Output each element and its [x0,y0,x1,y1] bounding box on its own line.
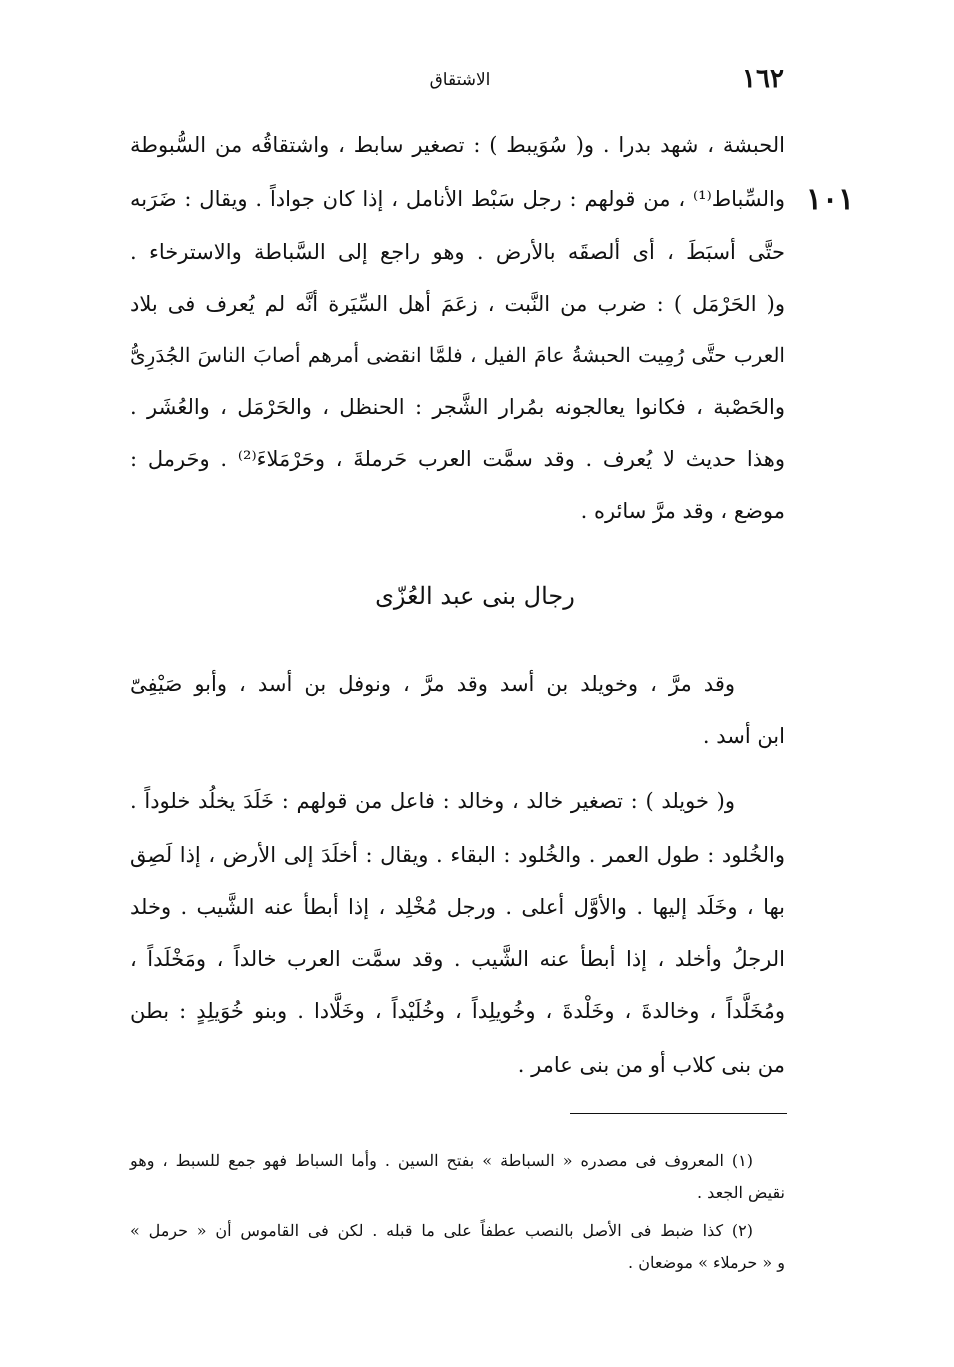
margin-entry-number: ١٠١ [805,182,855,217]
text-line: الرجلُ وأخلد ، إذا أبطأ عنه الشَّيب . وقد سمَّت العرب خالداً ، ومَخْلَداً ، [130,947,785,971]
footnote-line: (١) المعروف فى مصدره « السباطة » بفتح السين . وأما السباط فهو جمع للسبط ، وهو [130,1151,753,1170]
footnote-divider [570,1113,787,1114]
text-line: بها ، وخَلَد إليها . والأوَّل أعلى . ورجل مُخْلِد ، إذا أبطأ عنه الشَّيب . وخلد [130,895,785,919]
page-number: ١٦٢ [742,64,784,94]
text-line: حتَّى أسبَطَ ، أى ألصقَه بالأرض . وهو راجع إلى السَّباطة والاسترخاء . [130,240,785,264]
footnote-line: و « حرملاء » موضعان . [628,1253,785,1272]
text-line: ابن أسد . [702,724,785,748]
text-line: موضع ، وقد مرَّ سائره . [580,499,785,523]
text-line: العرب حتَّى رُمِيت الحبشةُ عامَ الفيل ، فلمَّا انقضى أمرهم أصابَ الناسَ الجُدَرِىُّ [130,343,785,367]
text-line: و( خويلد ) : تصغير خالد ، وخالد : فاعل من قولهم : خَلَدَ يخلُد خلوداً . [130,789,735,813]
footnote-line: (٢) كذا ضبط فى الأصل بالنصب عطفاً على ما قبله . لكن فى القاموس أن « حرمل » [130,1221,753,1240]
text-line: ومُخَلَّداً ، وخالدةَ ، وخَلْدةَ ، وخُويلِداً ، وخُلَيْداً ، وخَلَّادا . وبنو خُوَيلِدٍ : بطن [130,999,785,1023]
text-line: والسِّباط⁽¹⁾ ، من قولهم : رجل سَبْط الأنامل ، إذا كان جواداً . ويقال : ضَرَبه [130,187,785,211]
text-line: والخُلود : طول العمر . والخُلود : البقاء . ويقال : أخلَدَ إلى الأرض ، إذا لَصِق [130,843,785,867]
text-line: وهذا حديث لا يُعرف . وقد سمَّت العرب حَرملةَ ، وحَرْمَلاءَ⁽²⁾ . وحَرمل : [130,447,786,471]
text-line: والحَصْبة ، فكانوا يعالجونه بمُرار الشَّجر : الحنظل ، والحَرْمَل ، والعُشَر . [130,395,785,419]
text-line: وقد مرَّ ، وخويلد بن أسد وقد مرَّ ، ونوفل بن أسد ، وأبو صَيْفِىّ [130,672,735,696]
text-line: من بنى كلاب أو من بنى عامر . [517,1053,785,1077]
section-title: رجال بنى عبد العُزّى [375,582,575,610]
running-header-title: الاشتقاق [429,70,491,90]
footnote-line: نقيض الجعد . [697,1183,785,1202]
text-line: و( الحَرْمَل ) : ضرب من النَّبت ، زعَمَ أهل السِّيَرة أنَّه لم يُعرف فى بلاد [130,292,785,316]
text-line: الحبشة ، شهد بدرا . و( سُوَيبط ) : تصغير سابط ، واشتقاقُه من السُّبوطة [130,133,785,157]
